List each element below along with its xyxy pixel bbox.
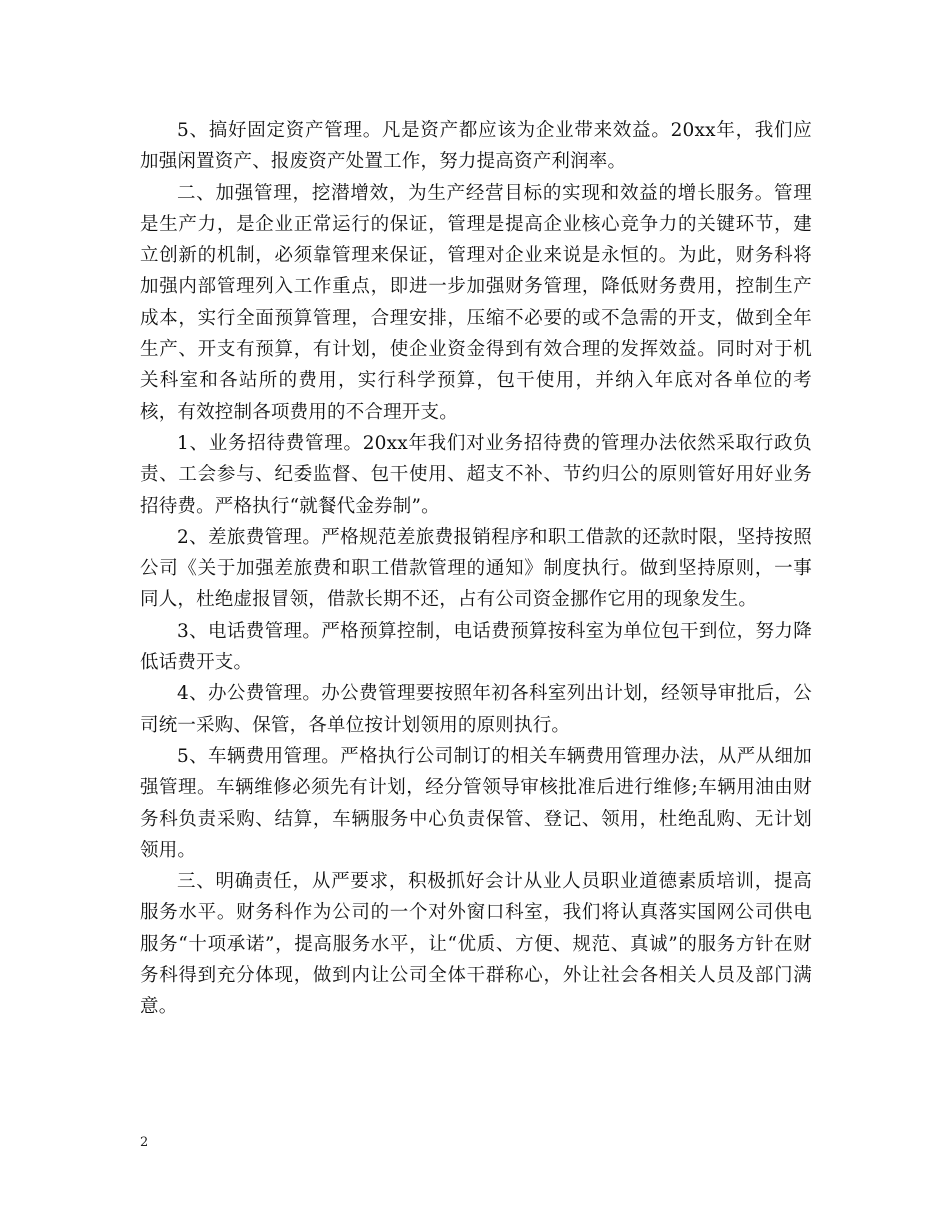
paragraph-phone-expense: 3、电话费管理。严格预算控制，电话费预算按科室为单位包干到位，努力降低话费开支。 <box>140 620 812 674</box>
page-number: 2 <box>140 1135 149 1150</box>
document-body <box>140 115 812 1023</box>
paragraph-business-entertainment: 1、业务招待费管理。20xx年我们对业务招待费的管理办法依然采取行政负责、工会参与、纪委监督、包干使用、超支不补、节约归公的原则管好用好业务招待费。严格执行“就餐代金券制”。 <box>140 432 812 517</box>
paragraph-vehicle-expense: 5、车辆费用管理。严格执行公司制订的相关车辆费用管理办法，从严从细加强管理。车辆维修必须先有计划，经分管领导审核批准后进行维修;车辆用油由财务科负责采购、结算，车辆服务中心负责保管、登记、领用，杜绝乱购、无计划领用。 <box>140 745 812 861</box>
paragraph-travel-expense: 2、差旅费管理。严格规范差旅费报销程序和职工借款的还款时限，坚持按照公司《关于加强差旅费和职工借款管理的通知》制度执行。做到坚持原则，一事同人，杜绝虚报冒领，借款长期不还，占有公司资金挪作它用的现象发生。 <box>140 526 812 611</box>
paragraph-fixed-asset-management: 5、搞好固定资产管理。凡是资产都应该为企业带来效益。20xx年，我们应加强闲置资产、报废资产处置工作，努力提高资产利润率。 <box>140 120 812 173</box>
paragraph-strengthen-management: 二、加强管理，挖潜增效，为生产经营目标的实现和效益的增长服务。管理是生产力，是企业正常运行的保证，管理是提高企业核心竞争力的关键环节，建立创新的机制，必须靠管理来保证，管理对企业来说是永恒的。为此，财务科将加强内部管理列入工作重点，即进一步加强财务管理，降低财务费用，控制生产成本，实行全面预算管理，合理安排，压缩不必要的或不急需的开支，做到全年生产、开支有预算，有计划，使企业资金得到有效合理的发挥效益。同时对于机关科室和各站所的费用，实行科学预算，包干使用，并纳入年底对各单位的考核，有效控制各项费用的不合理开支。 <box>140 182 812 423</box>
paragraph-office-expense: 4、办公费管理。办公费管理要按照年初各科室列出计划，经领导审批后，公司统一采购、保管，各单位按计划领用的原则执行。 <box>140 683 812 736</box>
paragraph-clarify-responsibility: 三、明确责任，从严要求，积极抓好会计从业人员职业道德素质培训，提高服务水平。财务科作为公司的一个对外窗口科室，我们将认真落实国网公司供电服务“十项承诺”，提高服务水平，让“优质、方便、规范、真诚”的服务方针在财务科得到充分体现，做到内让公司全体干群称心，外让社会各相关人员及部门满意。 <box>140 871 812 1018</box>
